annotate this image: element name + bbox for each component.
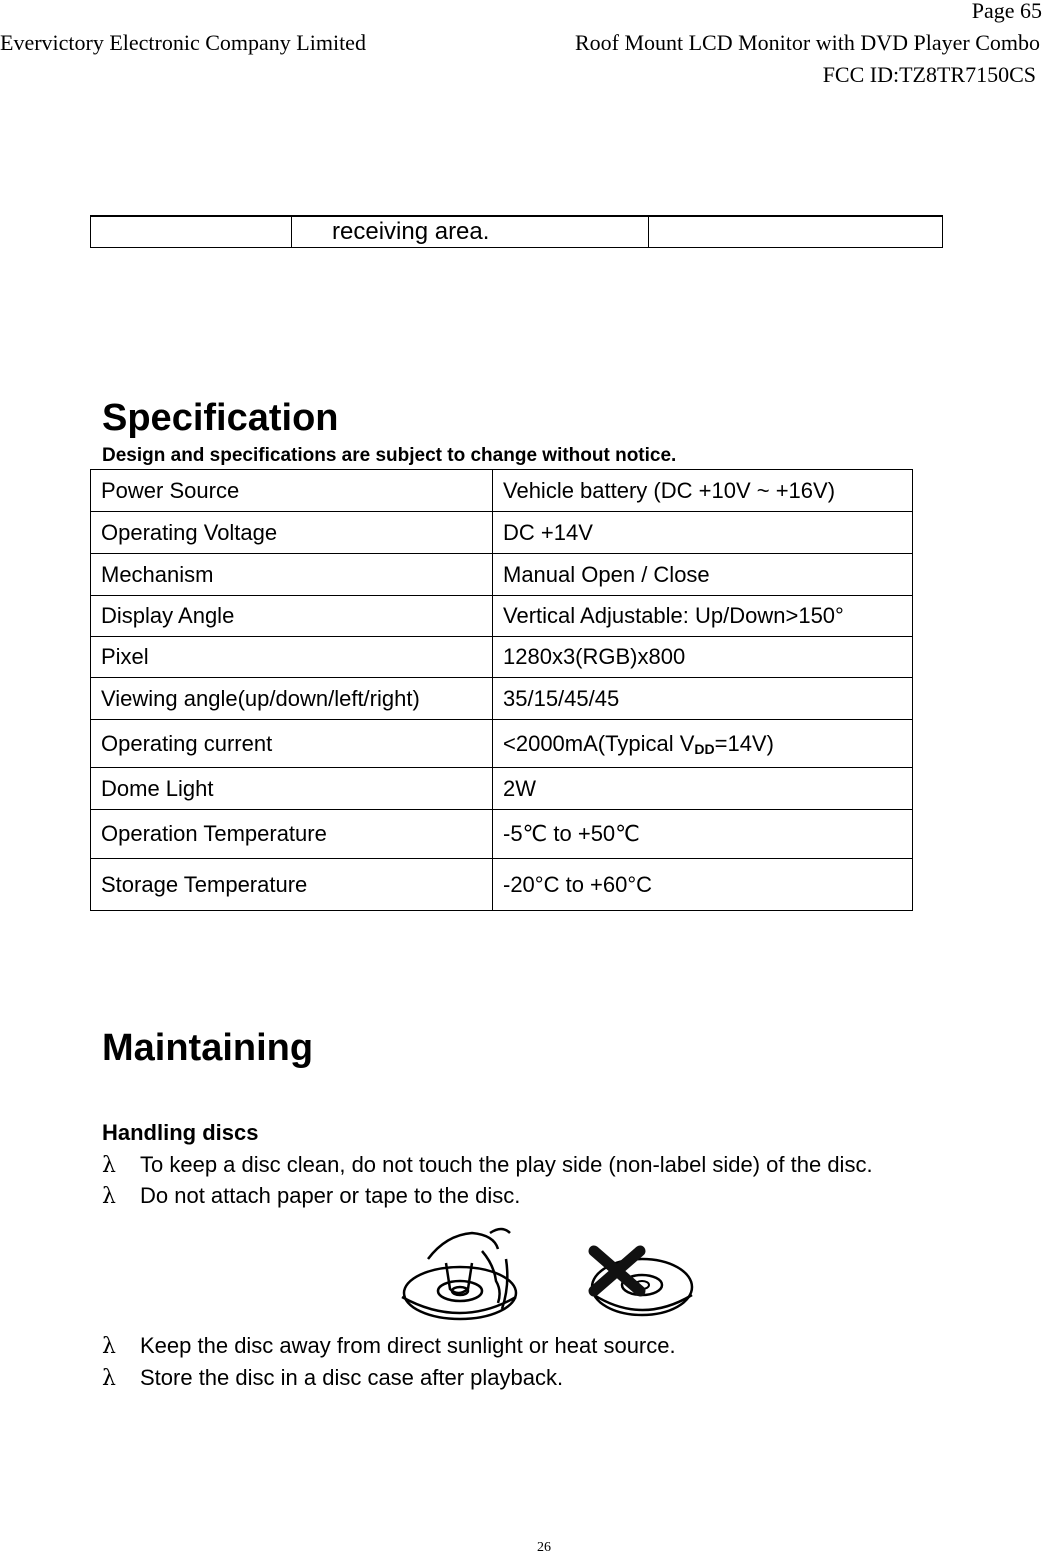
spec-label: Pixel [91, 637, 493, 678]
header-product: Roof Mount LCD Monitor with DVD Player Combo [574, 30, 1040, 55]
spec-value [493, 720, 913, 768]
spec-value-prefix: <2000mA(Typical V [503, 730, 695, 756]
spec-value: -20°C to +60°C [493, 859, 913, 911]
page-number: 26 [537, 1540, 551, 1555]
table-cell: receiving area. [292, 216, 649, 248]
header-company: Evervictory Electronic Company Limited [0, 30, 366, 55]
list-item [102, 1152, 873, 1178]
bullet-icon: λ [102, 1153, 116, 1178]
table-row [91, 554, 913, 596]
spec-label: Storage Temperature [91, 859, 493, 911]
table-row [91, 470, 913, 512]
disc-handling-illustration [398, 1205, 704, 1325]
specification-note: Design and specifications are subject to change without notice. [102, 445, 677, 466]
spec-value: -5℃ to +50℃ [493, 810, 913, 859]
list-item-text: Keep the disc away from direct sunlight or heat source. [140, 1333, 676, 1358]
spec-label: Power Source [91, 470, 493, 512]
list-item [102, 1333, 676, 1359]
spec-value: 35/15/45/45 [493, 678, 913, 720]
header-fcc-id: FCC ID:TZ8TR7150CS [822, 62, 1036, 87]
incorrect-disc-handling-icon [592, 1251, 692, 1315]
table-row [91, 216, 943, 248]
spec-value: 1280x3(RGB)x800 [493, 637, 913, 678]
table-row [91, 720, 913, 768]
spec-value: Vehicle battery (DC +10V ~ +16V) [493, 470, 913, 512]
spec-label: Dome Light [91, 768, 493, 810]
spec-label: Operation Temperature [91, 810, 493, 859]
specification-table [90, 469, 913, 911]
spec-label: Viewing angle(up/down/left/right) [91, 678, 493, 720]
bullet-icon: λ [102, 1184, 116, 1209]
table-cell [649, 216, 943, 248]
header-page-label: Page 65 [971, 0, 1042, 23]
table-row [91, 768, 913, 810]
spec-label: Mechanism [91, 554, 493, 596]
spec-value: 2W [493, 768, 913, 810]
continued-table [90, 215, 943, 248]
list-item [102, 1365, 563, 1391]
table-row [91, 810, 913, 859]
bullet-icon: λ [102, 1334, 116, 1359]
spec-value-suffix: =14V) [714, 730, 774, 756]
spec-value: DC +14V [493, 512, 913, 554]
table-row [91, 596, 913, 637]
maintaining-heading: Maintaining [102, 1027, 314, 1069]
spec-value-subscript: DD [694, 740, 715, 757]
table-cell [91, 216, 292, 248]
list-item-text: Store the disc in a disc case after playback. [140, 1365, 564, 1390]
spec-label: Display Angle [91, 596, 493, 637]
correct-disc-handling-icon [402, 1229, 516, 1319]
spec-label: Operating Voltage [91, 512, 493, 554]
spec-value: Manual Open / Close [493, 554, 913, 596]
handling-discs-heading: Handling discs [102, 1120, 259, 1145]
table-row [91, 678, 913, 720]
specification-heading: Specification [102, 397, 339, 439]
spec-value: Vertical Adjustable: Up/Down>150° [493, 596, 913, 637]
table-row [91, 637, 913, 678]
list-item-text: To keep a disc clean, do not touch the play side (non-label side) of the disc. [140, 1152, 873, 1177]
table-row [91, 859, 913, 911]
spec-label: Operating current [91, 720, 493, 768]
table-row [91, 512, 913, 554]
bullet-icon: λ [102, 1366, 116, 1391]
list-item-text: Do not attach paper or tape to the disc. [140, 1183, 521, 1208]
